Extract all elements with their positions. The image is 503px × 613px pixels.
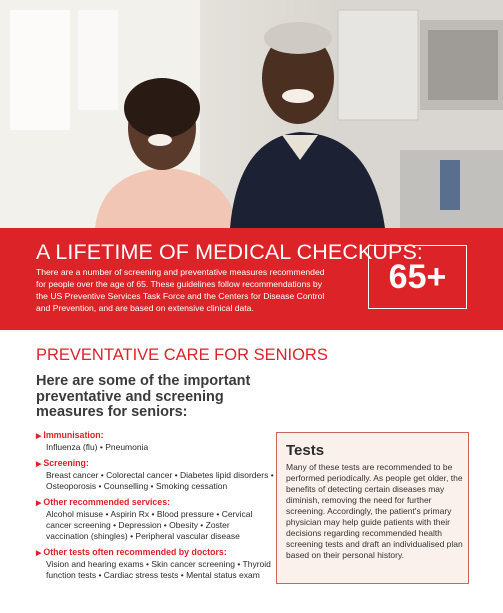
measure-heading: Other tests often recommended by doctors: — [43, 547, 227, 557]
section-title: PREVENTATIVE CARE FOR SENIORS — [36, 346, 328, 364]
banner-title: A LIFETIME OF MEDICAL CHECKUPS: — [36, 240, 423, 264]
triangle-bullet-icon: ▶ — [36, 461, 42, 468]
section-intro: Here are some of the important preventative and screening measures for seniors: — [36, 373, 251, 420]
measure-items: Breast cancer • Colorectal cancer • Diabetes lipid disorders • Osteoporosis • Counselling • Smoking cessation — [46, 470, 274, 491]
list-item — [36, 547, 274, 581]
measures-list — [36, 430, 274, 586]
measure-items: Alcohol misuse • Aspirin Rx • Blood pressure • Cervical cancer screening • Depression • Obesity • Zoster vaccination (shingles) • Peripheral vascular disease — [46, 509, 253, 541]
list-item — [36, 430, 274, 453]
senior-couple-illustration — [0, 0, 503, 228]
tests-card-title: Tests — [286, 442, 325, 459]
tests-card-body: Many of these tests are recommended to be performed periodically. As people get older, the benefits of detecting certain diseases may diminish, removing the need for further screening. Accordingly, the patient's primary physician may help guide patients with their decisions regarding recommended health screening tests and draft an individualised plan based on their personal history. — [286, 462, 463, 560]
hero-photo — [0, 0, 503, 228]
triangle-bullet-icon: ▶ — [36, 500, 42, 507]
measure-items: Influenza (flu) • Pneumonia — [46, 442, 149, 452]
banner-body: There are a number of screening and preventative measures recommended for people over the age of 65. These guidelines follow recommendations by the US Preventive Services Task Force and the Centers for Disease Control and Prevention, and are based on extensive clinical data. — [36, 267, 325, 313]
list-item — [36, 458, 274, 492]
measure-heading: Immunisation: — [43, 430, 104, 440]
age-badge: 65+ — [368, 245, 467, 309]
triangle-bullet-icon: ▶ — [36, 550, 42, 557]
measure-heading: Other recommended services: — [43, 497, 171, 507]
list-item — [36, 497, 274, 542]
measure-heading: Screening: — [43, 458, 89, 468]
triangle-bullet-icon: ▶ — [36, 433, 42, 440]
measure-items: Vision and hearing exams • Skin cancer screening • Thyroid function tests • Cardiac stress tests • Mental status exam — [46, 559, 271, 580]
